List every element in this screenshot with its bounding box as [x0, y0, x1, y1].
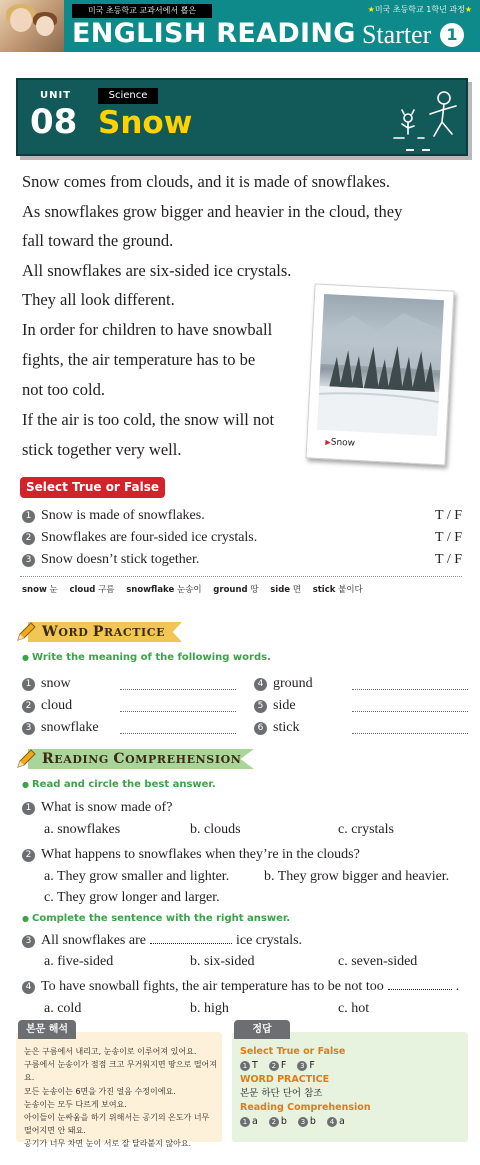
header-level-badge: 1 [440, 23, 464, 47]
pencil-icon [14, 747, 38, 771]
comprehension-instruction-1: ● Read and circle the best answer. [22, 779, 216, 790]
answer-blank[interactable] [120, 689, 236, 690]
header-title: ENGLISH READING [72, 18, 356, 49]
translation-tab: 본문 해석 [18, 1020, 76, 1039]
passage-line: fall toward the ground. [22, 231, 174, 250]
snow-forest-image [317, 294, 444, 436]
answer-blank[interactable] [120, 733, 236, 734]
tf-item-3 [22, 551, 462, 569]
option-4c[interactable]: c. hot [338, 1001, 370, 1016]
option-1c[interactable]: c. crystals [338, 822, 394, 837]
vocabulary-list: snow 눈 cloud 구름 snowflake 눈송이 ground 땅 side 면 stick 붙이다 [22, 585, 363, 595]
passage-line: not too cold. [22, 380, 105, 399]
word-practice-item-5: 5 side [254, 697, 296, 715]
word-practice-item-4: 4 ground [254, 675, 313, 693]
answer-blank[interactable] [388, 989, 452, 990]
photo-caption: ▶Snow [325, 437, 356, 449]
question-1: 1 What is snow made of? [22, 799, 172, 817]
comprehension-instruction-2: ● Complete the sentence with the right answer. [22, 913, 291, 924]
header-tag: 미국 초등학교 교과서에서 뽑은 [72, 4, 212, 18]
tf-statement: Snowflakes are four-sided ice crystals. [41, 530, 258, 545]
tf-statement: Snow doesn’t stick together. [41, 552, 200, 567]
number-badge: 2 [22, 532, 35, 545]
tf-item-1 [22, 507, 462, 525]
subject-tag: Science [98, 88, 158, 104]
answer-key-tab: 정답 [234, 1020, 290, 1039]
word-practice-item-6: 6 stick [254, 719, 299, 737]
unit-number: 08 [30, 102, 78, 142]
tf-item-2 [22, 529, 462, 547]
option-4b[interactable]: b. high [190, 1001, 229, 1016]
tf-statement: Snow is made of snowflakes. [41, 508, 205, 523]
translation-text: 눈은 구름에서 내리고, 눈송이로 이루어져 있어요. 구름에서 눈송이가 점점 크고 무거워지면 땅으로 떨어져요. 모든 눈송이는 6면을 가진 얼음 수정이에요. 눈송이는 모두 다르게 보여요. 아이들이 눈싸움을 하기 위해서는 공기의 온도가 너무 떨어지면 안 돼요. 공기가 너무 차면 눈이 서로 잘 달라붙지 않아요. [24, 1047, 217, 1149]
book-header [0, 0, 480, 52]
divider [20, 576, 462, 577]
passage-line: fights, the air temperature has to be [22, 350, 256, 369]
passage-line: They all look different. [22, 290, 175, 309]
answer-blank[interactable] [352, 711, 468, 712]
option-3a[interactable]: a. five-sided [44, 954, 114, 969]
tf-choice[interactable]: T / F [435, 530, 462, 545]
answer-blank[interactable] [120, 711, 236, 712]
reading-comprehension-heading [14, 747, 254, 771]
tf-choice[interactable]: T / F [435, 508, 462, 523]
answer-blank[interactable] [150, 943, 232, 944]
option-1b[interactable]: b. clouds [190, 822, 241, 837]
option-1a[interactable]: a. snowflakes [44, 822, 121, 837]
passage-line: stick together very well. [22, 440, 182, 459]
word-practice-item-1: 1 snow [22, 675, 71, 693]
word-practice-item-3: 3 snowflake [22, 719, 99, 737]
answer-key-text: Select True or False 1 T 2 F 3 F WORD PRACTICE 본문 하단 단어 참조 Reading Comprehension 1 a 2 b 3 b 4 a [240, 1046, 371, 1127]
option-3b[interactable]: b. six-sided [190, 954, 255, 969]
option-2b[interactable]: b. They grow bigger and heavier. [264, 869, 450, 884]
header-photo-children [0, 0, 64, 52]
header-starter: Starter [362, 20, 432, 49]
word-practice-instruction: ● Write the meaning of the following words. [22, 652, 271, 663]
true-false-heading: Select True or False [20, 477, 165, 498]
word-practice-item-2: 2 cloud [22, 697, 72, 715]
pencil-icon [14, 620, 38, 644]
unit-label: UNIT [40, 90, 72, 101]
passage-line: In order for children to have snowball [22, 320, 273, 339]
number-badge: 3 [22, 554, 35, 567]
option-2a[interactable]: a. They grow smaller and lighter. [44, 869, 230, 884]
option-2c[interactable]: c. They grow longer and larger. [44, 890, 220, 905]
question-2: 2 What happens to snowflakes when they’re in the clouds? [22, 846, 360, 864]
option-3c[interactable]: c. seven-sided [338, 954, 418, 969]
snow-photo-frame [306, 283, 455, 465]
question-4: 4 To have snowball fights, the air temperature has to be not too . [22, 978, 459, 996]
reading-comprehension-title: READING COMPREHENSION [42, 751, 242, 767]
answer-blank[interactable] [352, 689, 468, 690]
passage-line: All snowflakes are six-sided ice crystals. [22, 261, 292, 280]
passage-line: Snow comes from clouds, and it is made of snowflakes. [22, 172, 390, 191]
word-practice-heading [14, 620, 184, 644]
number-badge: 1 [22, 510, 35, 523]
passage-line: If the air is too cold, the snow will not [22, 410, 275, 429]
unit-banner [16, 78, 468, 156]
header-grade-tag: ★미국 초등학교 1학년 과정★ [367, 5, 472, 14]
tf-choice[interactable]: T / F [435, 552, 462, 567]
answer-blank[interactable] [352, 733, 468, 734]
question-3: 3 All snowflakes are ice crystals. [22, 932, 302, 950]
word-practice-title: WORD PRACTICE [42, 624, 166, 640]
unit-title: Snow [98, 105, 193, 141]
option-4a[interactable]: a. cold [44, 1001, 82, 1016]
stick-figure-doodle-icon [384, 84, 468, 156]
passage-line: As snowflakes grow bigger and heavier in the cloud, they [22, 202, 403, 221]
